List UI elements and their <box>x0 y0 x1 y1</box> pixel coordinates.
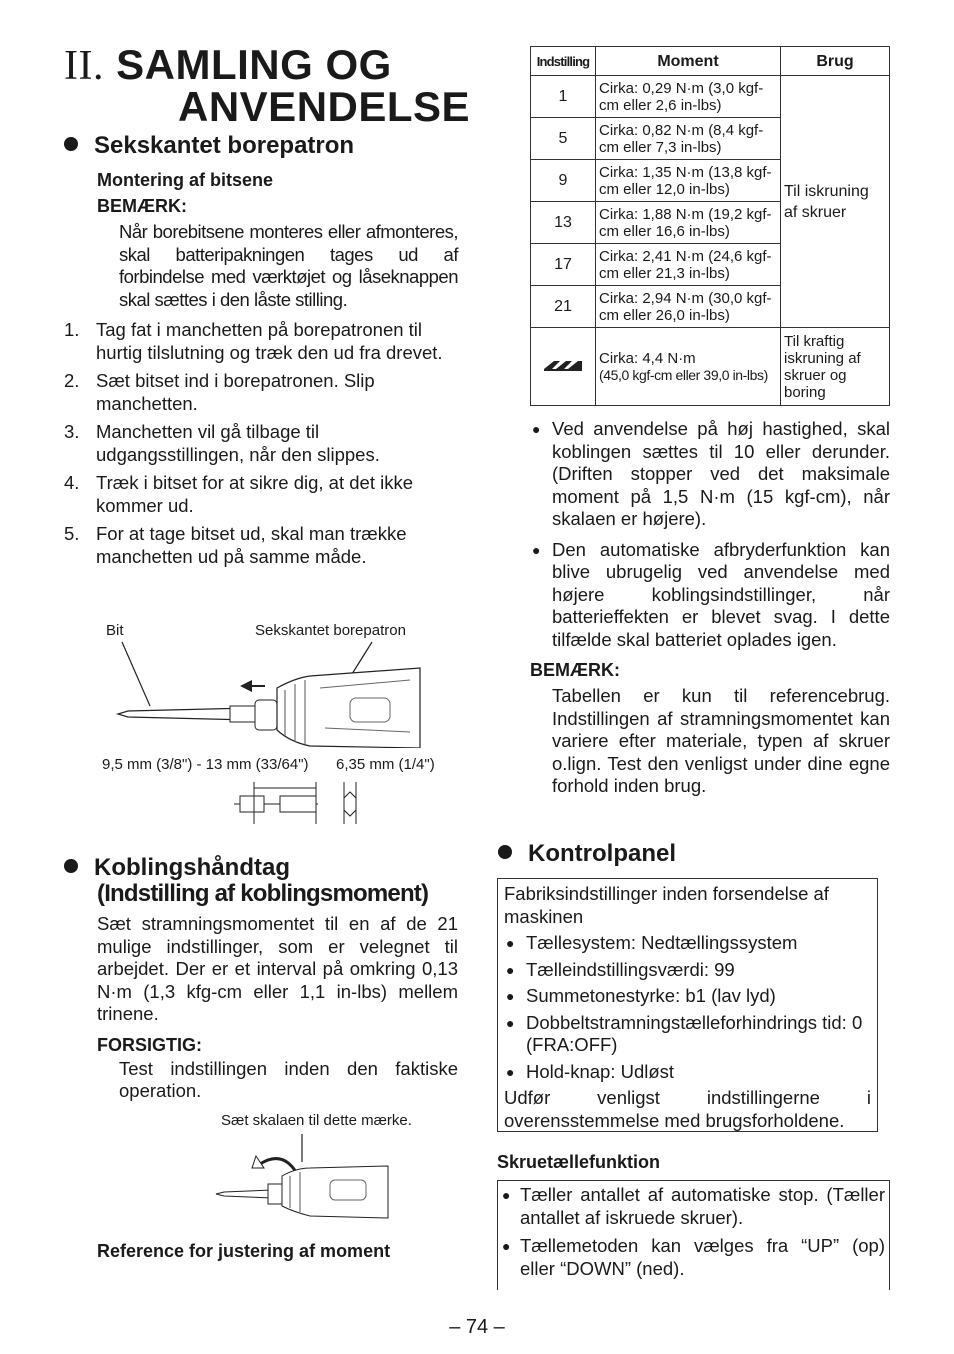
counter-box <box>497 1180 890 1290</box>
list-item: ● Tæller antallet af automatiske stop. (Tæller antallet af iskruede skruer). <box>502 1184 885 1228</box>
table-cell: Cirka: 0,29 N·m (3,0 kgf-cm eller 2,6 in-lbs) <box>596 76 781 118</box>
chuck-illustration <box>110 638 430 748</box>
title-line2: ANVENDELSE <box>178 83 471 130</box>
heading-text: Kontrolpanel <box>528 840 676 867</box>
list-item: 3. Manchetten vil gå tilbage til udgangsstillingen, når den slippes. <box>64 421 380 465</box>
clutch-illustration <box>210 1132 400 1224</box>
note-text: Når borebitsene monteres eller afmonteres, skal batteripakningen tages ud af forbindelse med værktøjet og låseknappen skal sættes i den låste stilling. <box>119 221 458 310</box>
page-number: – 74 – <box>449 1316 505 1338</box>
title-line1: SAMLING OG <box>116 41 392 88</box>
reference-caption: Reference for justering af moment <box>97 1241 391 1261</box>
section-clutch <box>64 855 458 1103</box>
usage-notes <box>530 418 890 798</box>
list-item: 4. Træk i bitset for at sikre dig, at det ikke kommer ud. <box>64 472 414 516</box>
clutch-text: Sæt stramningsmomentet til en af de 21 mulige indstillinger, som er velegnet til arbejdet. Der er et interval på omkring 0,13 N·m (1,3 kfg-cm eller 1,1 in-lbs) mellem trinene. <box>97 913 458 1024</box>
factory-settings-box <box>497 878 878 1132</box>
drill-mode-icon <box>542 355 584 375</box>
bullet-icon: ● <box>532 541 541 558</box>
heading-text: Sekskantet borepatron <box>94 132 355 159</box>
section-heading <box>64 855 458 881</box>
table-cell: 5 <box>531 118 596 160</box>
list-item: ● Ved anvendelse på høj hastighed, skal koblingen sættes til 10 eller derunder. (Driften stopper ved det maksimale moment på 1,5 N·m (15 kgf-cm), når skalaen er højere). <box>532 418 890 529</box>
torque-table <box>530 46 890 406</box>
section-heading <box>64 133 458 159</box>
settings-list <box>504 932 871 1083</box>
bit-dimension-diagram <box>232 776 372 828</box>
note-label: BEMÆRK: <box>530 660 620 680</box>
heading-text: Koblingshåndtag <box>94 854 290 881</box>
fig-dim2: 6,35 mm (1/4") <box>336 756 435 773</box>
list-item: 5. For at tage bitset ud, skal man trække manchetten ud på samme måde. <box>64 523 407 567</box>
list-item: 2. Sæt bitset ind i borepatronen. Slip manchetten. <box>64 370 375 414</box>
table-cell: 17 <box>531 244 596 286</box>
table-row <box>531 328 890 406</box>
table-cell: Cirka: 1,35 N·m (13,8 kgf-cm eller 12,0 in-lbs) <box>596 160 781 202</box>
table-cell <box>531 328 596 406</box>
table-cell: 9 <box>531 160 596 202</box>
table-cell: 13 <box>531 202 596 244</box>
table-cell: Cirka: 2,41 N·m (24,6 kgf-cm eller 21,3 in-lbs) <box>596 244 781 286</box>
table-header-row <box>531 47 890 76</box>
list-item: ● Tællesystem: Nedtællingssystem <box>506 932 798 953</box>
table-cell: Til iskruning af skruer <box>781 76 890 328</box>
column-header: Moment <box>596 47 781 76</box>
note-text: Tabellen er kun til referencebrug. Indstillingen af stramningsmomentet kan variere efter materiale, typen af skruer o.lign. Test den venligst under dine egne forhold inden brug. <box>552 685 890 796</box>
table-cell: Cirka: 0,82 N·m (8,4 kgf-cm eller 7,3 in-lbs) <box>596 118 781 160</box>
column-header: Indstilling <box>531 47 596 76</box>
bullet-dot-icon <box>64 137 78 151</box>
bullet-dot-icon <box>64 859 78 873</box>
table-cell: 21 <box>531 286 596 328</box>
counter-heading: Skruetællefunktion <box>497 1152 661 1172</box>
panel-intro: Fabriksindstillinger inden forsendelse af maskinen <box>504 883 829 927</box>
subheading: Montering af bitsene <box>97 170 274 190</box>
fig2-label: Sæt skalaen til dette mærke. <box>221 1112 412 1129</box>
counter-list <box>502 1184 885 1280</box>
fig-label-chuck: Sekskantet borepatron <box>255 622 406 639</box>
list-item: ● Summetonestyrke: b1 (lav lyd) <box>506 985 776 1006</box>
list-item: ● Tællemetoden kan vælges fra “UP” (op) eller “DOWN” (ned). <box>502 1235 885 1279</box>
bullet-list <box>530 418 890 651</box>
fig-dim1: 9,5 mm (3/8") - 13 mm (33/64") <box>102 756 309 773</box>
table-cell: Cirka: 1,88 N·m (19,2 kgf-cm eller 16,6 in-lbs) <box>596 202 781 244</box>
section-chuck <box>64 133 458 574</box>
title-roman: II. <box>64 43 104 89</box>
table-row <box>531 76 890 118</box>
moment-line2: (45,0 kgf-cm eller 39,0 in-lbs) <box>599 366 768 383</box>
list-item: ● Den automatiske afbryderfunktion kan blive ubrugelig ved anvendelse med højere koblingsindstillinger, når batterieffekten er blevet svag. I dette tilfælde skal batteriet oplades igen. <box>532 538 890 650</box>
note-label: BEMÆRK: <box>97 196 187 216</box>
fig-label-bit: Bit <box>106 622 124 639</box>
list-item: ● Hold-knap: Udløst <box>506 1060 675 1082</box>
table-cell: Til kraftig iskruning af skruer og boring <box>781 328 890 406</box>
bullet-icon: ● <box>532 421 541 437</box>
table-cell: 1 <box>531 76 596 118</box>
panel-outro: Udfør venligst indstillingerne i overensstemmelse med brugsforholdene. <box>504 1087 871 1131</box>
bullet-dot-icon <box>498 845 512 859</box>
moment-line1: Cirka: 4,4 N·m <box>599 349 696 367</box>
heading-sub: (Indstilling af koblingsmoment) <box>97 880 429 907</box>
steps-list <box>64 319 458 568</box>
table-cell <box>596 328 781 406</box>
list-item: 1. Tag fat i manchetten på borepatronen til hurtig tilslutning og træk den ud fra drevet. <box>64 319 443 363</box>
list-item: ● Dobbeltstramningstælleforhindrings tid: 0 (FRA:OFF) <box>506 1011 863 1055</box>
page-title <box>64 41 392 89</box>
table-cell: Cirka: 2,94 N·m (30,0 kgf-cm eller 26,0 in-lbs) <box>596 286 781 328</box>
column-header: Brug <box>781 47 890 76</box>
list-item: ● Tælleindstillingsværdi: 99 <box>506 958 735 980</box>
section-heading <box>498 841 676 867</box>
caution-text: Test indstillingen inden den faktiske operation. <box>119 1057 458 1101</box>
caution-label: FORSIGTIG: <box>97 1034 202 1055</box>
